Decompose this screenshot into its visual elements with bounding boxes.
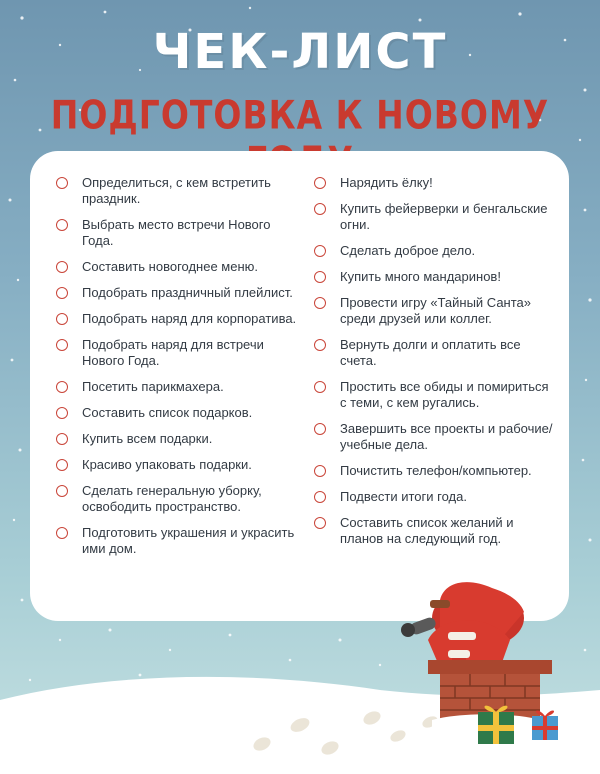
checklist-item-label: Красиво упаковать подарки. [82,457,252,472]
checklist-item-label: Сделать генеральную уборку, освободить пространство. [82,483,262,514]
checklist-item-label: Купить много мандаринов! [340,269,501,284]
checklist-item-label: Почистить телефон/компьютер. [340,463,532,478]
checklist-item-label: Подобрать наряд для встречи Нового Года. [82,337,264,368]
checklist-item-label: Подготовить украшения и украсить ими дом. [82,525,295,556]
page-title: ЧЕК-ЛИСТ [152,24,448,80]
checklist-item-label: Вернуть долги и оплатить все счета. [340,337,521,368]
page-subtitle: ПОДГОТОВКА К НОВОМУ [50,92,550,139]
checklist-item-label: Завершить все проекты и рабочие/учебные дела. [340,421,553,452]
checklist-item-label: Подобрать наряд для корпоратива. [82,311,297,326]
checklist-item-label: Провести игру «Тайный Санта» среди друзей или коллег. [340,295,532,326]
checklist-item-label: Сделать доброе дело. [340,243,476,258]
checklist-item-label: Купить фейерверки и бенгальские огни. [340,201,548,232]
checklist-item-label: Посетить парикмахера. [82,379,224,394]
checklist-item-label: Выбрать место встречи Нового Года. [82,217,271,248]
checklist-item-label: Подвести итоги года. [340,489,467,504]
checklist-item-label: Нарядить ёлку! [340,175,433,190]
checklist-item-label: Составить новогоднее меню. [82,259,259,274]
checklist-item-label: Простить все обиды и помириться с теми, с кем ругались. [340,379,549,410]
checklist-item-label: Купить всем подарки. [82,431,213,446]
checklist-item-label: Составить список подарков. [82,405,253,420]
checklist-item-label: Определиться, с кем встретить праздник. [82,175,271,206]
checklist-item-label: Подобрать праздничный плейлист. [82,285,293,300]
checklist-item-label: Составить список желаний и планов на следующий год. [340,515,514,546]
